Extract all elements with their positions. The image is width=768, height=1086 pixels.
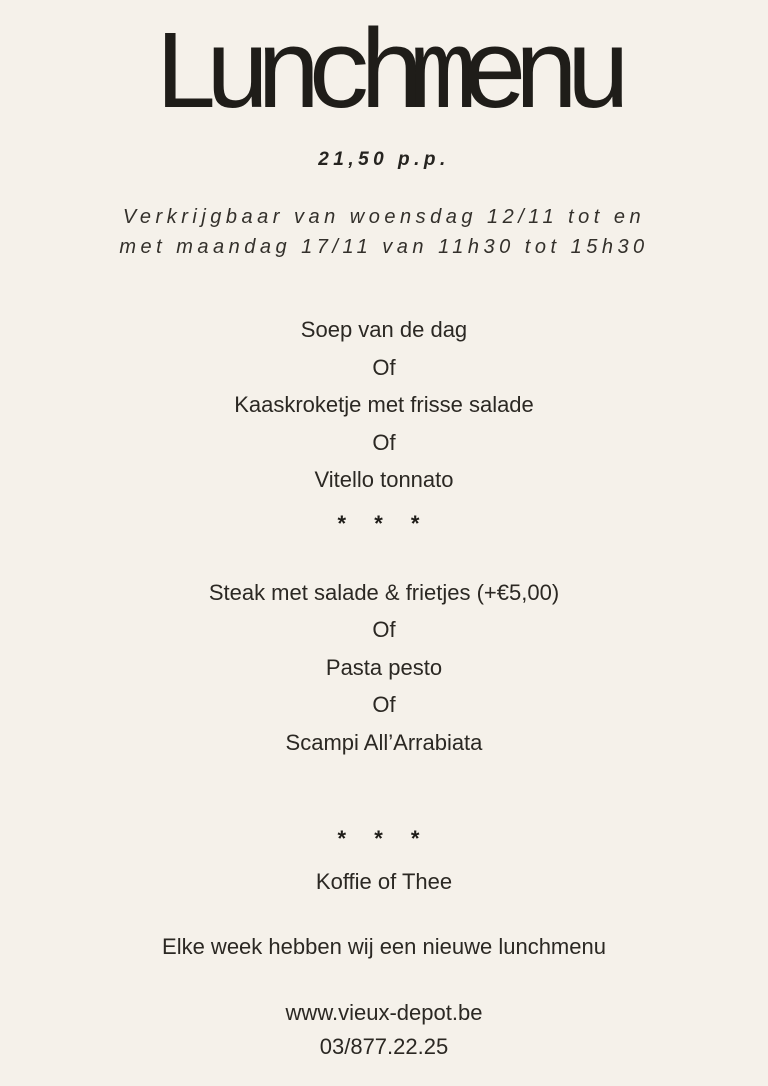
page-title: Lunchmenu [152, 14, 616, 141]
availability-line-1: Verkrijgbaar van woensdag 12/11 tot en [122, 206, 646, 228]
asterisk-divider: * * * [337, 825, 431, 851]
menu-or-separator: Of [372, 354, 396, 380]
phone-number: 03/877.22.25 [319, 1034, 449, 1059]
asterisk-divider: * * * [337, 511, 431, 537]
menu-item: Steak met salade & frietjes (+€5,00) [208, 579, 560, 605]
menu-item: Scampi All’Arrabiata [285, 729, 483, 755]
website-url: www.vieux-depot.be [285, 1000, 483, 1025]
menu-item: Vitello tonnato [314, 467, 454, 492]
availability-line-2: met maandag 17/11 van 11h30 tot 15h30 [119, 236, 649, 258]
menu-or-separator: Of [372, 429, 396, 455]
menu-item: Soep van de dag [300, 317, 468, 342]
menu-or-separator: Of [372, 692, 396, 717]
dessert-item: Koffie of Thee [315, 869, 453, 894]
menu-or-separator: Of [372, 617, 396, 642]
mains-course [209, 574, 559, 762]
starters-course [234, 311, 534, 499]
price-per-person: 21,50 p.p. [318, 149, 450, 170]
contact-footer [286, 996, 483, 1064]
availability-text [119, 202, 648, 262]
course-divider [338, 816, 431, 854]
menu-item: Kaaskroketje met frisse salade [234, 392, 534, 417]
menu-item: Pasta pesto [325, 654, 443, 680]
weekly-menu-note: Elke week hebben wij een nieuwe lunchmenu [162, 933, 606, 959]
course-divider [338, 502, 431, 540]
